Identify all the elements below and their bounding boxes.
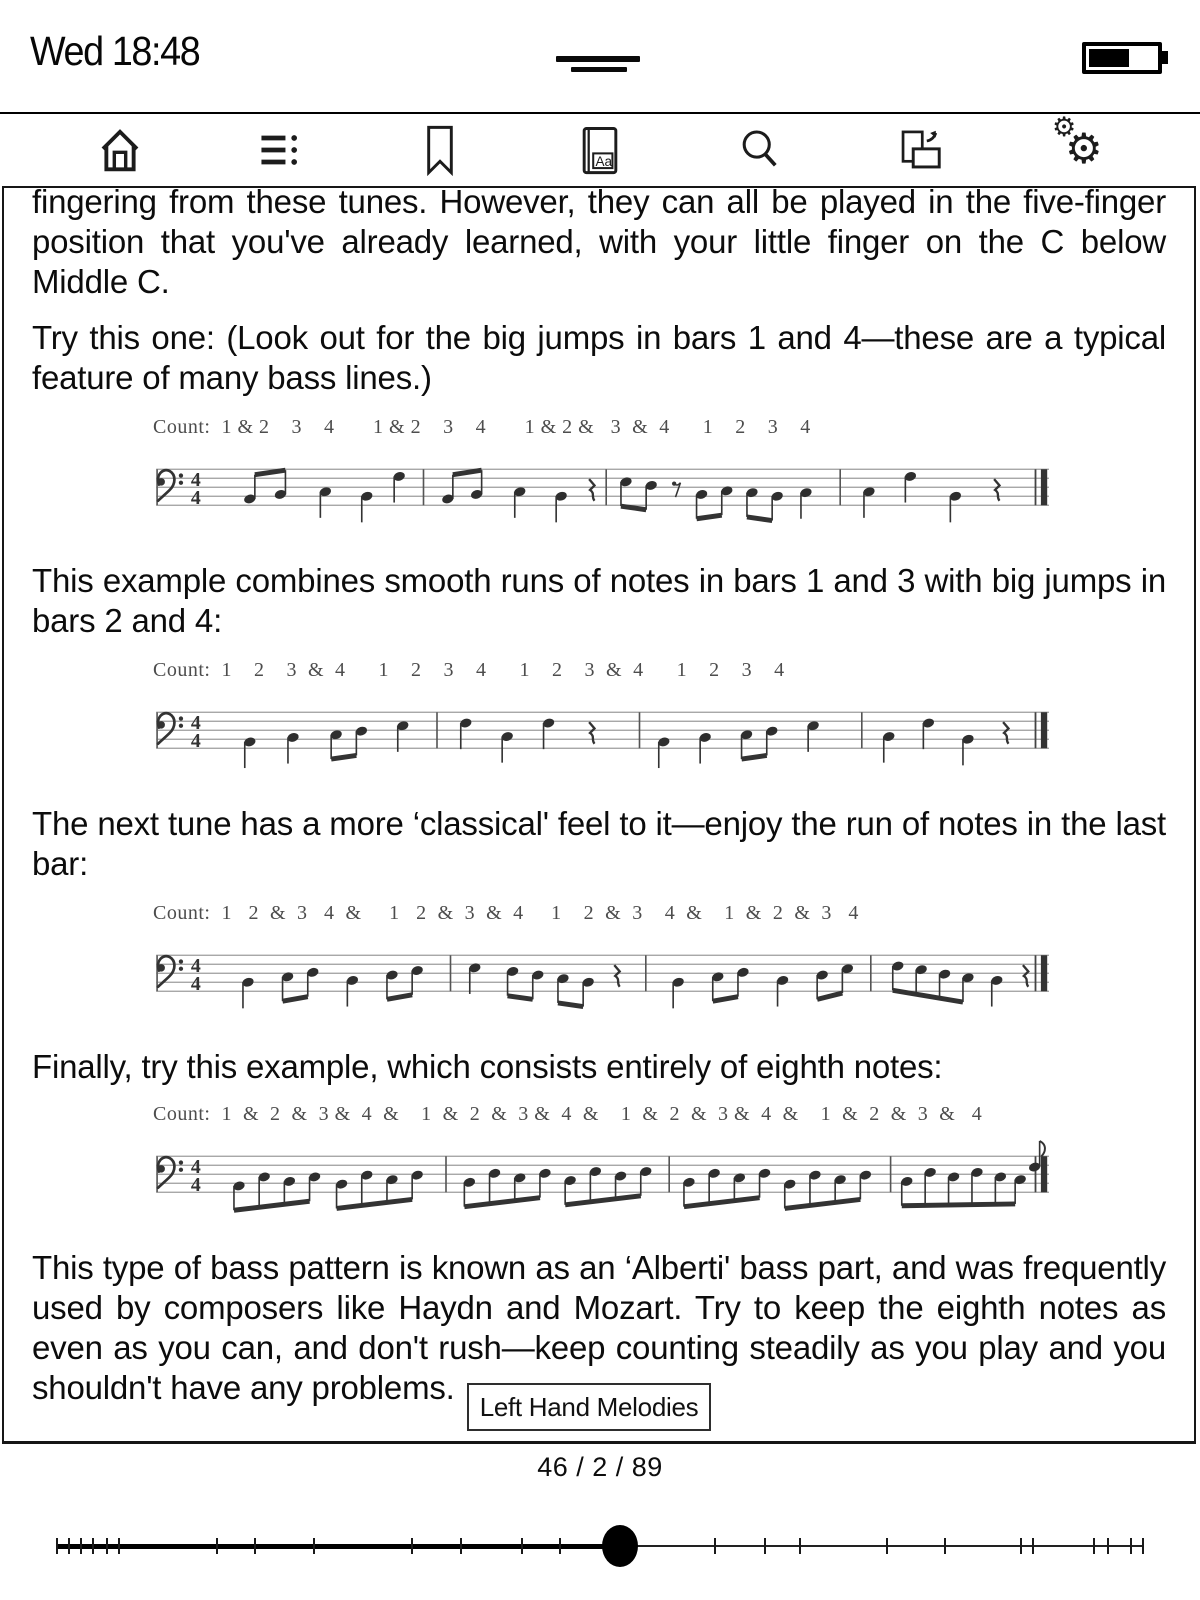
slider-chapter-tick [799, 1538, 801, 1554]
slider-chapter-tick [106, 1538, 108, 1554]
table-of-contents-icon [256, 126, 304, 174]
svg-text:4: 4 [190, 954, 201, 977]
settings-button[interactable] [1052, 112, 1108, 180]
svg-text:4: 4 [190, 1155, 201, 1178]
table-of-contents-button[interactable] [252, 120, 308, 180]
slider-chapter-tick [521, 1538, 523, 1554]
svg-text:4: 4 [190, 486, 201, 509]
clock: Wed 18:48 [30, 28, 200, 74]
slider-chapter-tick [92, 1538, 94, 1554]
music-example-3 [149, 902, 1049, 1023]
book-page[interactable] [2, 186, 1196, 1444]
paragraph-6: This type of bass pattern is known as an ‘Alberti' bass part, and was frequently used by composers like Haydn and Mozart. Try to keep the eighth notes as even as you can, and don't rush—keep counting steadily as you play and you shouldn't have any problems. [32, 1249, 1166, 1406]
count-line-3: Count: 1 2 & 3 4 & 1 2 & 3 & 4 1 2 & 3 4 & 1 & 2 & 3 4 [153, 902, 859, 924]
svg-text:4: 4 [190, 972, 201, 995]
settings-gears-icon: ⚙ ⚙ [1052, 112, 1103, 173]
battery-icon [1082, 42, 1162, 74]
slider-chapter-tick [1032, 1538, 1034, 1554]
search-icon [736, 126, 784, 174]
home-icon [95, 125, 145, 175]
music-example-4 [149, 1103, 1049, 1224]
music-example-1 [149, 416, 1049, 537]
paragraph-4: The next tune has a more ‘classical' feel to it—enjoy the run of notes in the last bar: [32, 805, 1166, 882]
slider-track-read[interactable] [57, 1544, 620, 1549]
bass-staff-2 [149, 685, 1049, 780]
svg-text:Aa: Aa [595, 153, 613, 169]
bass-staff-1 [149, 442, 1049, 537]
bookmark-icon [417, 124, 463, 176]
slider-chapter-tick [411, 1538, 413, 1554]
slider-chapter-tick [559, 1538, 561, 1554]
home-button[interactable] [92, 120, 148, 180]
count-line-2: Count: 1 2 3 & 4 1 2 3 4 1 2 3 & 4 1 2 3 4 [153, 659, 785, 681]
paragraph-2: Try this one: (Look out for the big jumps in bars 1 and 4—these are a typical feature of many bass lines.) [32, 319, 1166, 396]
slider-chapter-tick [460, 1538, 462, 1554]
font-settings-icon [576, 124, 624, 176]
count-line-1: Count: 1 & 2 3 4 1 & 2 3 4 1 & 2 & 3 & 4 1 2 3 4 [153, 416, 811, 438]
slider-chapter-tick [1130, 1538, 1132, 1554]
slider-chapter-tick [56, 1538, 58, 1554]
bass-staff-4 [149, 1129, 1049, 1224]
slider-chapter-tick [118, 1538, 120, 1554]
svg-text:4: 4 [190, 468, 201, 491]
slider-chapter-tick [1093, 1538, 1095, 1554]
sync-lines-icon [556, 56, 642, 74]
rotate-screen-icon [894, 124, 946, 176]
paragraph-1: fingering from these tunes. However, they can all be played in the five-finger position that you've already learned, with your little finger on the C below Middle C. [32, 186, 1166, 300]
page-position-indicator: 46 / 2 / 89 [537, 1452, 663, 1482]
slider-chapter-tick [1020, 1538, 1022, 1554]
slider-chapter-tick [944, 1538, 946, 1554]
count-line-4: Count: 1 & 2 & 3 & 4 & 1 & 2 & 3 & 4 & 1 & 2 & 3 & 4 & 1 & 2 & 3 & 4 [153, 1103, 983, 1125]
svg-text:4: 4 [190, 1173, 201, 1196]
slider-chapter-tick [764, 1538, 766, 1554]
paragraph-5: Finally, try this example, which consists entirely of eighth notes: [32, 1048, 943, 1085]
battery-fill [1089, 49, 1129, 67]
slider-chapter-tick [1107, 1538, 1109, 1554]
paragraph-3: This example combines smooth runs of notes in bars 1 and 3 with big jumps in bars 2 and 4: [32, 562, 1166, 639]
slider-chapter-tick [254, 1538, 256, 1554]
chapter-title-popup [467, 1383, 711, 1431]
font-settings-button[interactable] [572, 120, 628, 180]
slider-chapter-tick [313, 1538, 315, 1554]
bookmark-button[interactable] [412, 120, 468, 180]
svg-text:4: 4 [190, 729, 201, 752]
chapter-title: Left Hand Melodies [479, 1391, 699, 1422]
progress-slider[interactable] [57, 1524, 1143, 1568]
slider-chapter-tick [80, 1538, 82, 1554]
music-example-2 [149, 659, 1049, 780]
slider-chapter-tick [1142, 1538, 1144, 1554]
search-button[interactable] [732, 120, 788, 180]
slider-chapter-tick [216, 1538, 218, 1554]
svg-text:4: 4 [190, 711, 201, 734]
slider-chapter-tick [714, 1538, 716, 1554]
bass-staff-3 [149, 928, 1049, 1023]
rotate-screen-button[interactable] [892, 120, 948, 180]
slider-chapter-tick [68, 1538, 70, 1554]
reader-toolbar [0, 112, 1200, 186]
slider-chapter-tick [886, 1538, 888, 1554]
slider-handle[interactable] [602, 1525, 638, 1567]
